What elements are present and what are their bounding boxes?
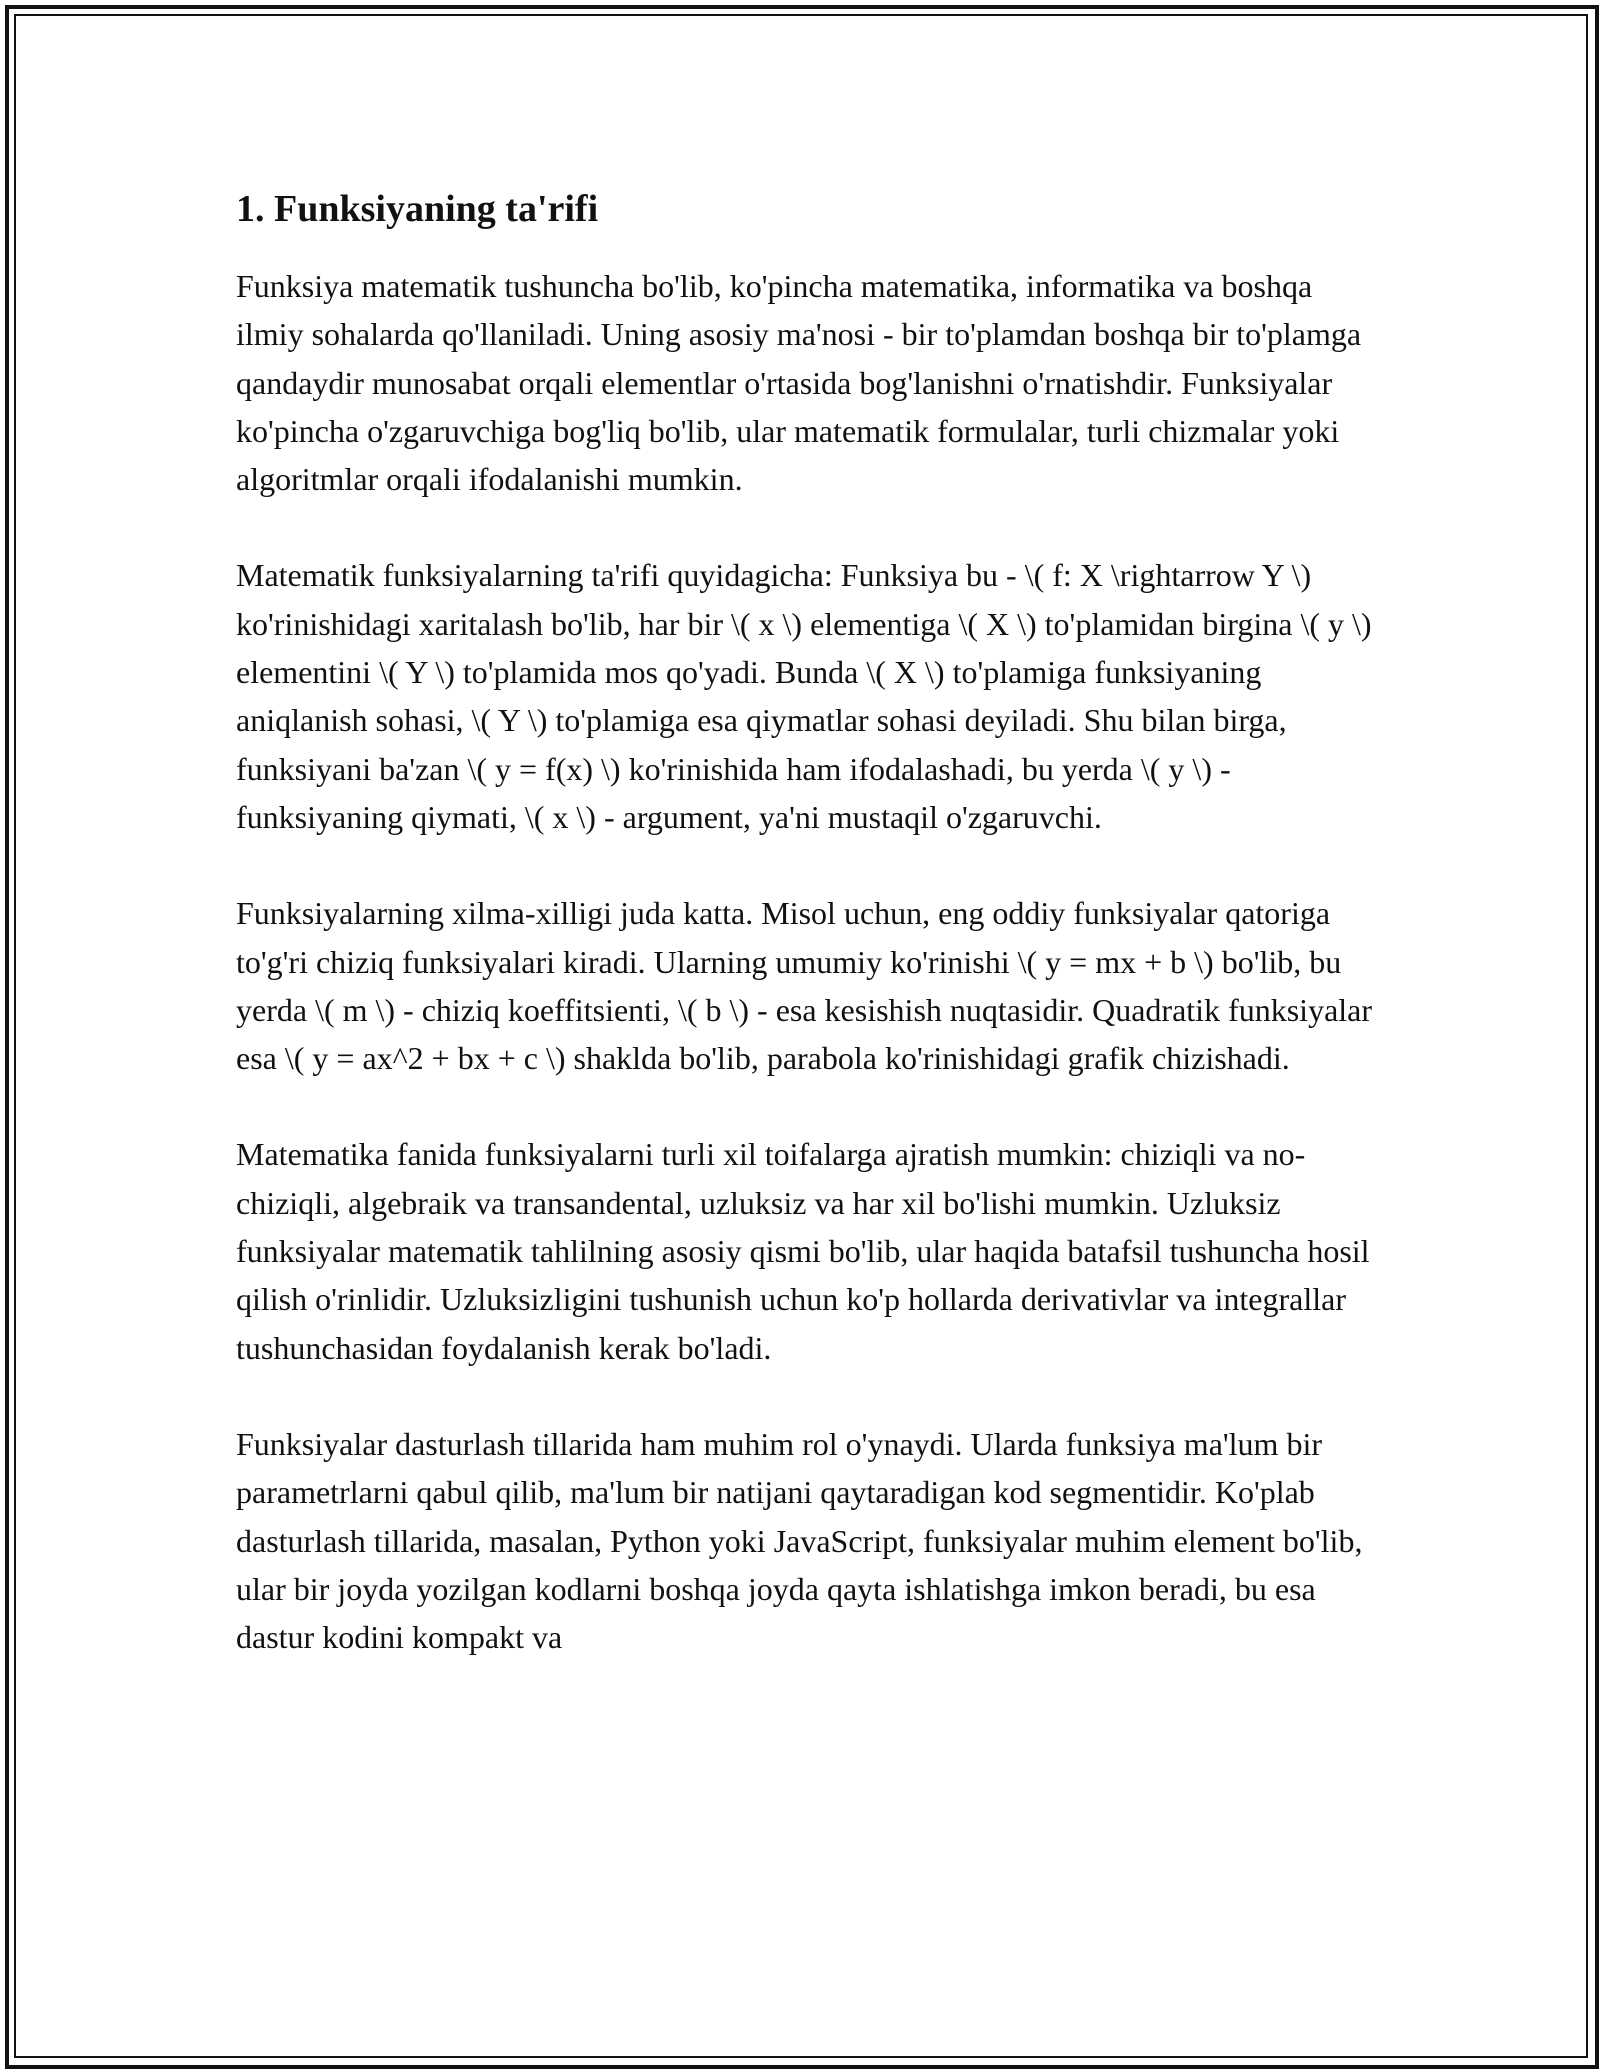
paragraph-formal-definition: Matematik funksiyalarning ta'rifi quyidagicha: Funksiya bu - \( f: X \rightarrow Y \) ko'rinishidagi xaritalash bo'lib, har bir \( x \) elementiga \( X \) to'plamidan birgina \( y \) elementini \( Y \) to'plamida mos qo'yadi. Bunda \( X \) to'plamiga funksiyaning aniqlanish sohasi, \( Y \) to'plamiga esa qiymatlar sohasi deyiladi. Shu bilan birga, funksiyani ba'zan \( y = f(x) \) ko'rinishida ham ifodalashadi, bu yerda \( y \) - funksiyaning qiymati, \( x \) - argument, ya'ni mustaqil o'zgaruvchi.: [236, 557, 1372, 835]
document-body: [236, 186, 1376, 1709]
paragraph-programming-functions: Funksiyalar dasturlash tillarida ham muhim rol o'ynaydi. Ularda funksiya ma'lum bir parametrlarni qabul qilib, ma'lum bir natijani qaytaradigan kod segmentidir. Ko'plab dasturlash tillarida, masalan, Python yoki JavaScript, funksiyalar muhim element bo'lib, ular bir joyda yozilgan kodlarni boshqa joyda qayta ishlatishga imkon beradi, bu esa dastur kodini kompakt va: [236, 1425, 1363, 1656]
section-heading: 1. Funksiyaning ta'rifi: [236, 188, 599, 230]
paragraph-function-types: Matematika fanida funksiyalarni turli xil toifalarga ajratish mumkin: chiziqli va no-chiziqli, algebraik va transandental, uzluksiz va har xil bo'lishi mumkin. Uzluksiz funksiyalar matematik tahlilning asosiy qismi bo'lib, ular haqida batafsil tushuncha hosil qilish o'rinlidir. Uzluksizligini tushunish uchun ko'p hollarda derivativlar va integrallar tushunchasidan foydalanish kerak bo'ladi.: [236, 1136, 1370, 1366]
paragraph-function-examples: Funksiyalarning xilma-xilligi juda katta. Misol uchun, eng oddiy funksiyalar qatoriga to'g'ri chiziq funksiyalari kiradi. Ularning umumiy ko'rinishi \( y = mx + b \) bo'lib, bu yerda \( m \) - chiziq koeffitsienti, \( b \) - esa kesishish nuqtasidir. Quadratik funksiyalar esa \( y = ax^2 + bx + c \) shaklda bo'lib, parabola ko'rinishidagi grafik chizishadi.: [236, 895, 1373, 1077]
paragraph-definition-intro: Funksiya matematik tushuncha bo'lib, ko'pincha matematika, informatika va boshqa ilmiy sohalarda qo'llaniladi. Uning asosiy ma'nosi - bir to'plamdan boshqa bir to'plamga qandaydir munosabat orqali elementlar o'rtasida bog'lanishni o'rnatishdir. Funksiyalar ko'pincha o'zgaruvchiga bog'liq bo'lib, ular matematik formulalar, turli chizmalar yoki algoritmlar orqali ifodalanishi mumkin.: [236, 268, 1362, 498]
